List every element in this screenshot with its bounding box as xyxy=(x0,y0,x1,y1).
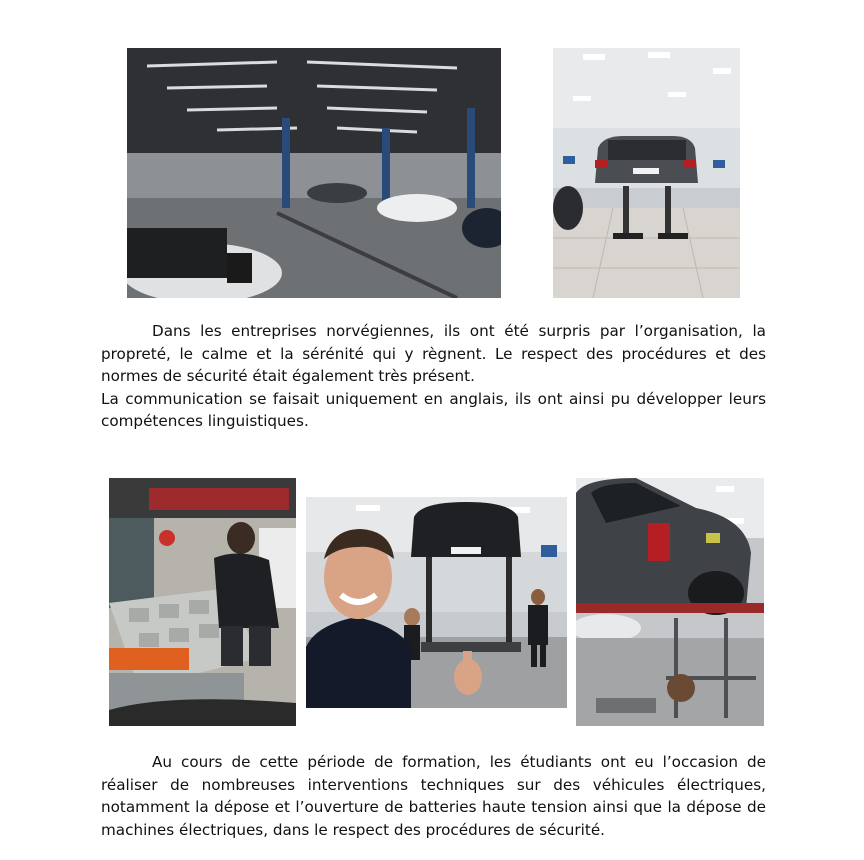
photo-battery-pack-work xyxy=(109,478,296,726)
photo-car-lifted-rear xyxy=(576,478,764,726)
battery-pack-image xyxy=(109,478,296,726)
car-lifted-rear-image xyxy=(576,478,764,726)
paragraph-2-text: Au cours de cette période de formation, les étudiants ont eu l’occasion de réaliser de nombreuses interventions techniques sur des véhicules électriques, notamment la dépose et l’ouverture de batteries haute tension ainsi que la dépose de machines électriques, dans le respect des procédures de sécurité. xyxy=(101,753,766,839)
photo-car-on-lift xyxy=(553,48,740,298)
paragraph-1-line-1 xyxy=(101,320,766,388)
paragraph-1-line-2: La communication se faisait uniquement en anglais, ils ont ainsi pu développer leurs compétences linguistiques. xyxy=(101,389,766,431)
paragraph-organisation xyxy=(101,320,766,433)
photo-student-selfie xyxy=(306,497,567,708)
paragraph-1-text-1: Dans les entreprises norvégiennes, ils ont été surpris par l’organisation, la propreté, le calme et la sérénité qui y règnent. Le respect des procédures et des normes de sécurité était également très présent. xyxy=(101,322,766,386)
photo-workshop-hall xyxy=(127,48,501,298)
student-selfie-image xyxy=(306,497,567,708)
paragraph-interventions xyxy=(101,751,766,841)
workshop-hall-image xyxy=(127,48,501,298)
car-on-lift-image xyxy=(553,48,740,298)
